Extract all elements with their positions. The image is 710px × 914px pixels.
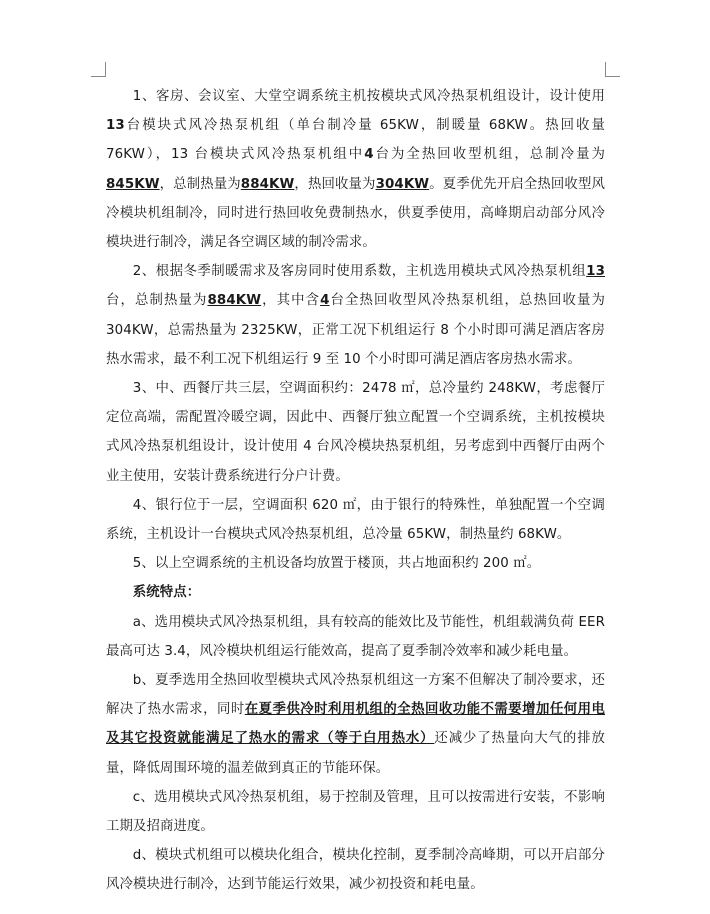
p1-text-e: 台为全热回收型机组，总制冷量为 (373, 147, 605, 163)
feature-b-text-c: 还减少了热量向大气的排放量，降低周围环境的温差做到真正的节能环保。 (106, 731, 605, 776)
p1-text-k: 。夏季优先开启全热回收型风冷模块机组制冷，同时进行热回收免费制热水，供夏季使用，高峰期启动部分风冷模块进行制冷，满足各空调区域的制冷需求。 (106, 176, 605, 251)
p1-total-heating: 884KW (240, 176, 295, 192)
feature-b-emphasis: 在夏季供冷时利用机组的全热回收功能不需要增加任何用电及其它投资就能满足了热水的需求（等于白用热水） (106, 702, 605, 747)
paragraph-item-4: 4、银行位于一层，空调面积 620 ㎡，由于银行的特殊性，单独配置一个空调系统，主机设计一台模块式风冷热泵机组，总冷量 65KW，制热量约 68KW。 (106, 497, 605, 543)
feature-b-text-a: b、夏季选用全热回收型模块式风冷热泵机组这一方案不但解决了制冷要求，还解决了热水需求，同时 (106, 673, 605, 718)
document-body (106, 82, 605, 900)
p1-heat-recovery: 304KW (375, 176, 430, 192)
feature-a: a、选用模块式风冷热泵机组，具有较高的能效比及节能性，机组载满负荷 EER 最高可达 3.4，风冷模块机组运行能效高，提高了夏季制冷效率和减少耗电量。 (106, 614, 605, 659)
paragraph-item-2 (106, 257, 605, 374)
feature-d: d、模块式机组可以模块化组合，模块化控制，夏季制冷高峰期，可以开启部分风冷模块进行制冷，达到节能运行效果，减少初投资和耗电量。 (106, 848, 605, 893)
p2-text-e: ，其中含 (261, 293, 321, 309)
paragraph-item-1 (106, 82, 605, 257)
p2-text-g: 台全热回收型风冷热泵机组，总热回收量为 304KW，总需热量为 2325KW，正常工况下机组运行 8 个小时即可满足酒店客房热水需求，最不利工况下机组运行 9 至 10 个小时即可满足酒店客房热水需求。 (106, 293, 605, 367)
p1-recovery-count: 4 (364, 147, 374, 163)
paragraph-item-5: 5、以上空调系统的主机设备均放置于楼顶，共占地面积约 200 ㎡。 (132, 556, 541, 572)
p1-total-cooling: 845KW (106, 176, 160, 192)
p1-text-a: 1、客房、会议室、大堂空调系统主机按模块式风冷热泵机组设计，设计使用 (132, 89, 605, 104)
p1-text-g: ，总制热量为 (159, 176, 241, 192)
p2-text-a: 2、根据冬季制暖需求及客房同时使用系数，主机选用模块式风冷热泵机组 (132, 264, 587, 280)
page-corner-mark-right (605, 62, 620, 77)
p1-text-c: 台模块式风冷热泵机组（单台制冷量 65KW，制暖量 68KW。热回收量 76KW），13 台模块式风冷热泵机组中 (106, 118, 605, 163)
p1-text-i: ，热回收量为 (294, 176, 376, 192)
p1-unit-count: 13 (106, 118, 125, 134)
p2-total-heating: 884KW (207, 293, 262, 309)
page-corner-mark-left (91, 62, 106, 77)
feature-c: c、选用模块式风冷热泵机组，易于控制及管理，且可以按需进行安装，不影响工期及招商进度。 (106, 789, 605, 835)
features-heading: 系统特点： (132, 585, 201, 601)
p2-text-c: 台，总制热量为 (106, 293, 208, 309)
feature-b (106, 666, 605, 783)
p2-unit-count: 13 (586, 264, 605, 280)
paragraph-item-3: 3、中、西餐厅共三层，空调面积约：2478 ㎡，总冷量约 248KW，考虑餐厅定位高端，需配置冷暖空调，因此中、西餐厅独立配置一个空调系统，主机按模块式风冷热泵机组设计，设计使用 4 台风冷模块热泵机组，另考虑到中西餐厅由两个业主使用，安装计费系统进行分户计费。 (106, 381, 605, 484)
p2-recovery-count: 4 (320, 293, 330, 309)
